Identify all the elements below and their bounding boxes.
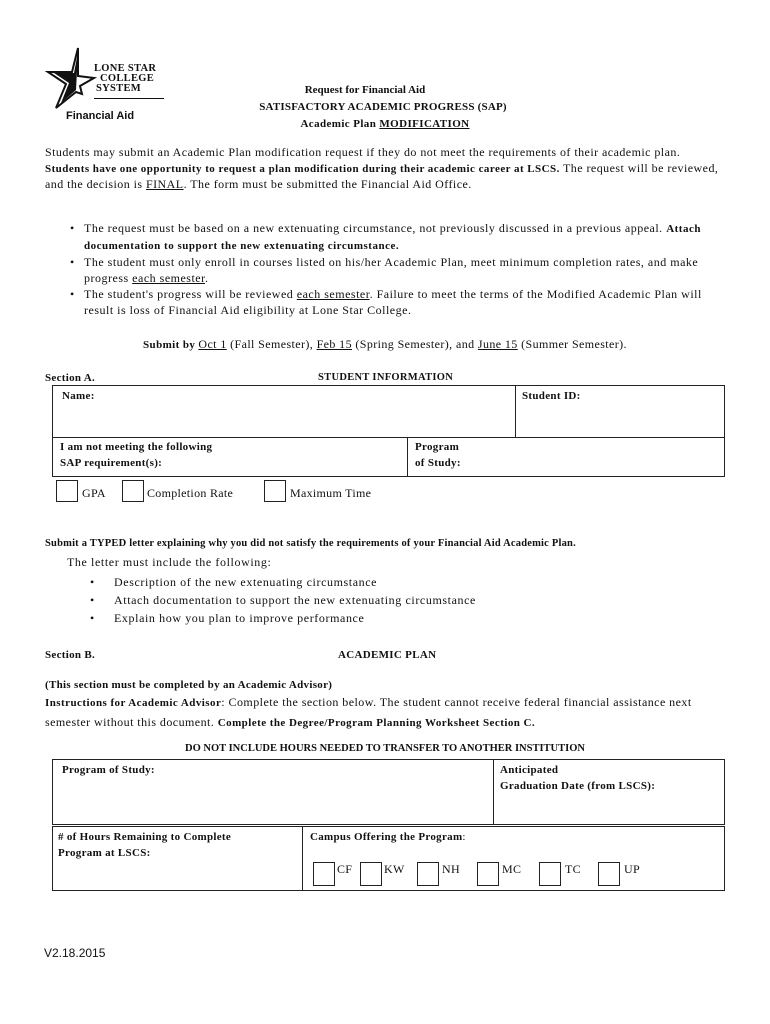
hours-label-2: Program at LSCS:: [58, 847, 151, 859]
submit-label: Submit by: [143, 339, 199, 351]
campus-cf-checkbox[interactable]: [313, 862, 335, 886]
campus-tc-label: TC: [565, 862, 581, 876]
transfer-warning: DO NOT INCLUDE HOURS NEEDED TO TRANSFER TO ANOTHER INSTITUTION: [185, 743, 585, 754]
campus-mc-checkbox[interactable]: [477, 862, 499, 886]
list-item: [70, 221, 720, 254]
campus-label-colon: :: [462, 831, 466, 843]
version-number: V2.18.2015: [44, 946, 106, 960]
sap-req-label-1: I am not meeting the following: [60, 441, 213, 453]
bullet-2-end: .: [204, 270, 209, 285]
plan-program-label: Program of Study:: [62, 764, 155, 776]
bullet-3-underline: each semester: [296, 287, 370, 301]
campus-tc-checkbox[interactable]: [539, 862, 561, 886]
campus-kw-checkbox[interactable]: [360, 862, 382, 886]
section-a-title: STUDENT INFORMATION: [318, 372, 454, 383]
gpa-label: GPA: [82, 486, 106, 500]
section-b-title: ACADEMIC PLAN: [338, 649, 437, 661]
intro-bold: Students have one opportunity to request a plan modification during their academic career at LSCS.: [45, 162, 560, 175]
intro-text-3: . The form must be submitted the Financial Aid Office.: [183, 177, 472, 191]
letter-heading: Submit a TYPED letter explaining why you did not satisfy the requirements of your Financial Aid Academic Plan.: [45, 538, 576, 549]
maximum-time-checkbox[interactable]: [264, 480, 286, 502]
logo-line-2: COLLEGE: [100, 73, 155, 84]
bullet-1-bold: Attach documentation to support the new extenuating circumstance.: [84, 223, 701, 252]
campus-label-text: Campus Offering the Program: [310, 831, 463, 843]
intro-text-2: The request will be reviewed, and the decision is: [45, 160, 719, 191]
campus-cf-label: CF: [337, 862, 353, 876]
bullet-3-end: . Failure to meet the terms of the Modified Academic Plan will result is loss of Financial Aid eligibility at Lone Star College.: [84, 287, 702, 317]
logo-rule: [94, 98, 164, 99]
advisor-instructions: [45, 693, 735, 733]
maximum-time-label: Maximum Time: [290, 486, 372, 500]
list-item: [70, 287, 720, 318]
anticipated-label-2: Graduation Date (from LSCS):: [500, 780, 656, 792]
intro-text-1: Students may submit an Academic Plan modification request if they do not meet the requirements of their academic plan.: [45, 145, 681, 159]
section-a-label: Section A.: [45, 372, 96, 384]
plan-title-modification: MODIFICATION: [379, 118, 470, 130]
gpa-checkbox[interactable]: [56, 480, 78, 502]
instructions-label: Instructions for Academic Advisor: [45, 697, 222, 709]
deadline-spring-text: (Spring Semester), and: [351, 337, 478, 351]
plan-title-prefix: Academic Plan: [300, 118, 380, 130]
form-plan-title: [0, 118, 770, 130]
sap-req-label-2: SAP requirement(s):: [60, 457, 163, 469]
campus-nh-checkbox[interactable]: [417, 862, 439, 886]
intro-final: FINAL: [145, 177, 184, 191]
logo-line-3: SYSTEM: [96, 83, 141, 94]
list-item: [70, 255, 720, 286]
intro-paragraph: [45, 145, 725, 193]
bullet-2-text: The student must only enroll in courses listed on his/her Academic Plan, meet minimum completion rates, and make progress: [84, 255, 699, 285]
student-id-label: Student ID:: [522, 390, 581, 402]
campus-label: [310, 829, 466, 845]
campus-up-label: UP: [624, 862, 640, 876]
section-b-label: Section B.: [45, 649, 96, 661]
list-item: • Explain how you plan to improve performance: [90, 609, 476, 627]
letter-intro: The letter must include the following:: [67, 555, 272, 569]
campus-kw-label: KW: [384, 862, 405, 876]
anticipated-label-1: Anticipated: [500, 764, 559, 776]
completion-rate-label: Completion Rate: [147, 486, 234, 500]
deadline-summer: June 15: [477, 337, 518, 351]
campus-nh-label: NH: [442, 862, 460, 876]
list-item: • Attach documentation to support the new extenuating circumstance: [90, 591, 476, 609]
bullet-3-text: The student's progress will be reviewed: [84, 287, 297, 301]
deadline-spring: Feb 15: [316, 337, 352, 351]
advisor-note: (This section must be completed by an Academic Advisor): [45, 679, 333, 691]
program-label-1: Program: [415, 441, 460, 453]
completion-rate-checkbox[interactable]: [122, 480, 144, 502]
campus-up-checkbox[interactable]: [598, 862, 620, 886]
bullet-2-underline: each semester: [132, 270, 205, 285]
list-item: • Description of the new extenuating circumstance: [90, 573, 476, 591]
hours-label-1: # of Hours Remaining to Complete: [58, 831, 232, 843]
logo-line-1: LONE STAR: [94, 63, 157, 74]
form-title: Request for Financial Aid: [304, 84, 426, 96]
letter-requirements-list: [90, 573, 476, 627]
logo-financial-aid: Financial Aid: [66, 110, 135, 122]
form-subtitle: SATISFACTORY ACADEMIC PROGRESS (SAP): [259, 101, 507, 113]
name-field[interactable]: [52, 385, 516, 438]
bullet-1-text: The request must be based on a new extenuating circumstance, not previously discussed in a previous appeal.: [84, 221, 667, 235]
requirements-list: [70, 221, 720, 319]
submit-deadlines: [0, 337, 770, 352]
program-label-2: of Study:: [415, 457, 461, 469]
deadline-summer-text: (Summer Semester).: [517, 337, 627, 351]
campus-mc-label: MC: [502, 862, 522, 876]
deadline-fall-text: (Fall Semester),: [226, 337, 317, 351]
instructions-bold: Complete the Degree/Program Planning Worksheet Section C.: [217, 717, 536, 729]
name-label: Name:: [62, 390, 95, 402]
deadline-fall: Oct 1: [198, 337, 227, 351]
instructions-text: : Complete the section below. The student cannot receive federal financial assistance next semester without this document.: [45, 695, 692, 729]
